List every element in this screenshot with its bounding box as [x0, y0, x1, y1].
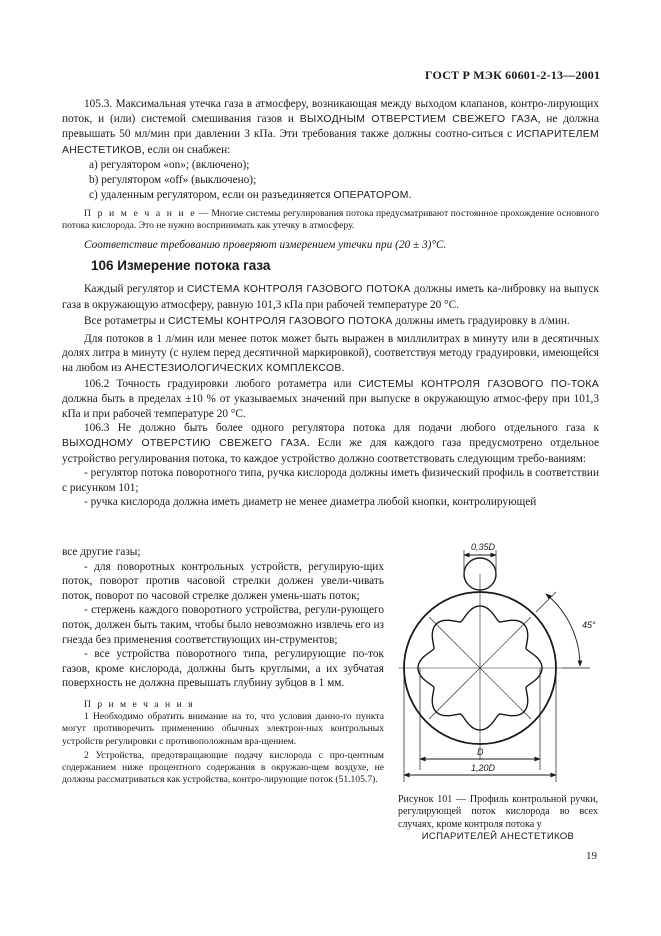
list-item-c: с) удаленным регулятором, если он разъединяется ОПЕРАТОРОМ. [89, 188, 412, 201]
bullet-rotation: - для поворотных контрольных устройств, регулирую-щих поток, поворот против часовой стрелки должен увели-чивать поток, поворот по часовой стрелке должен умень-шать поток; [62, 560, 384, 602]
caption-term: ИСПАРИТЕЛЕЙ АНЕСТЕТИКОВ [421, 831, 575, 843]
angle-arc [546, 594, 580, 666]
document-header: ГОСТ Р МЭК 60601-2-13—2001 [425, 68, 601, 82]
bullet-round-knobs: - все устройства поворотного типа, регулирующие по-ток газов, кроме кислорода, должны быть круглыми, а их зубчатая поверхность не должна превышать глубину зубцов в 1 мм. [62, 648, 384, 690]
term: ОПЕРАТОРОМ [333, 189, 409, 201]
term: СИСТЕМЫ КОНТРОЛЯ ГАЗОВОГО ПОТОКА [167, 316, 393, 328]
paragraph-rotameters: Все ротаметры и СИСТЕМЫ КОНТРОЛЯ ГАЗОВОГО ПОТОКА должны иметь градуировку в л/мин. [84, 315, 570, 328]
note-label: П р и м е ч а н и е [84, 208, 197, 220]
term: СИСТЕМА КОНТРОЛЯ ГАЗОВОГО ПОТОКА [186, 284, 411, 295]
notes-label: П р и м е ч а н и я [84, 698, 195, 710]
page-number: 19 [586, 850, 597, 862]
note-105-3: П р и м е ч а н и е — Многие системы регулирования потока предусматривают постоянное прохождение основного потока кислорода. Это не нужно воспринимать как утечку в атмосферу. [62, 208, 599, 232]
list-item-b: b) регулятором «off» (выключено); [89, 173, 257, 186]
left-column [62, 545, 384, 786]
caption-text: Рисунок 101 — Профиль контрольной ручки, регулирующей поток кислорода во всех случаях, кроме контроля потока у [398, 794, 598, 830]
dim-label-angle: 45° [582, 620, 596, 630]
bullet-stem: - стержень каждого поворотного устройства, регули-рующего поток, должен быть таким, чтобы было невозможно извлечь его из гнезда без применения соответствующих ин-струментов; [62, 604, 384, 646]
paragraph-low-flow: Для потоков в 1 л/мин или менее поток может быть выражен в миллилитрах в минуту или в десятичных долях литра в минуту (с нулем перед десятичной маркировкой), соответствуя методу градуировки, имеющейся на любом из АНЕСТЕЗИОЛОГИЧЕСКИХ КОМПЛЕКСОВ. [62, 332, 599, 374]
list-item-a: а) регулятором «on»; (включено); [89, 159, 250, 172]
dim-label-outer: 1,20D [471, 763, 496, 773]
note-2: 2 Устройства, предотвращающие подачу кислорода с про-центным содержанием ниже процентного содержания в окружаю-щем воздухе, не должны рассматриваться как устройства, контро-лирующие поток (51.105.7). [62, 749, 384, 786]
figure-caption [398, 794, 598, 844]
term: СИСТЕМЫ КОНТРОЛЯ ГАЗОВОГО ПО-ТОКА [358, 378, 599, 390]
term: ВЫХОДНЫМ ОТВЕРСТИЕМ СВЕЖЕГО ГАЗА [299, 113, 538, 125]
section-105-3 [62, 97, 599, 252]
section-106-body [62, 282, 599, 510]
section-heading: 106 Измерение потока газа [91, 258, 271, 273]
ext-line [536, 592, 556, 612]
paragraph-106-1: Каждый регулятор и СИСТЕМА КОНТРОЛЯ ГАЗОВОГО ПОТОКА должны иметь ка-либровку на выпуск газа в окружающую атмосферу, равную 101,3 кПа при рабочей температуре 20 °С. [62, 283, 599, 311]
bullet-profile: - регулятор потока поворотного типа, ручка кислорода должны иметь физический профиль в соответствии с рисунком 101; [62, 467, 599, 494]
knob-profile-figure [396, 538, 608, 790]
term: ИСПАРИТЕЛЕМ АНЕСТЕТИКОВ [62, 129, 599, 156]
paragraph-106-3: 106.3 Не должно быть более одного регулятора потока для подачи любого отдельного газа к ВЫХОДНОМУ ОТВЕРСТИЮ СВЕЖЕГО ГАЗА. Если же для каждого газа предусмотрено отдельное устройство регулирования потока, то каждое устройство должно соответствовать следующим требо-ваниям: [62, 422, 599, 465]
term: АНЕСТЕЗИОЛОГИЧЕСКИХ КОМПЛЕКСОВ [124, 362, 342, 374]
dim-label-top: 0,35D [471, 542, 496, 552]
term: ВЫХОДНОМУ ОТВЕРСТИЮ СВЕЖЕГО ГАЗА [62, 437, 307, 449]
dim-label-d: D [477, 747, 484, 757]
note-1: 1 Необходимо обратить внимание на то, что условия данно-го пункта могут противоречить применению обычных электрон-ных контрольных устройств регулировки с противоположным вра-щением. [62, 711, 384, 747]
paragraph-106-2: 106.2 Точность градуировки любого ротаметра или СИСТЕМЫ КОНТРОЛЯ ГАЗОВОГО ПО-ТОКА должна быть в пределах ±10 % от указываемых значений при выпуске в окружающую атмос-феру при 101,3 кПа и при рабочей температуре 20 °С. [62, 377, 599, 420]
bullet-diameter: - ручка кислорода должна иметь диаметр не менее диаметра любой кнопки, контролирующей [84, 496, 537, 509]
compliance-statement: Соответствие требованию проверяют измерением утечки при (20 ± 3)°С. [84, 238, 447, 251]
paragraph-105-3: 105.3. Максимальная утечка газа в атмосферу, возникающая между выходом клапанов, контро-лирующих поток, и (или) системой смешивания газов и ВЫХОДНЫМ ОТВЕРСТИЕМ СВЕЖЕГО ГАЗА, не должна превышать 50 мл/мин при давлении 3 кПа. Эти требования также должны соотно-ситься с ИСПАРИТЕЛЕМ АНЕСТЕТИКОВ, если он снабжен: [62, 98, 599, 156]
bullet-diameter-continued: все другие газы; [62, 546, 141, 558]
